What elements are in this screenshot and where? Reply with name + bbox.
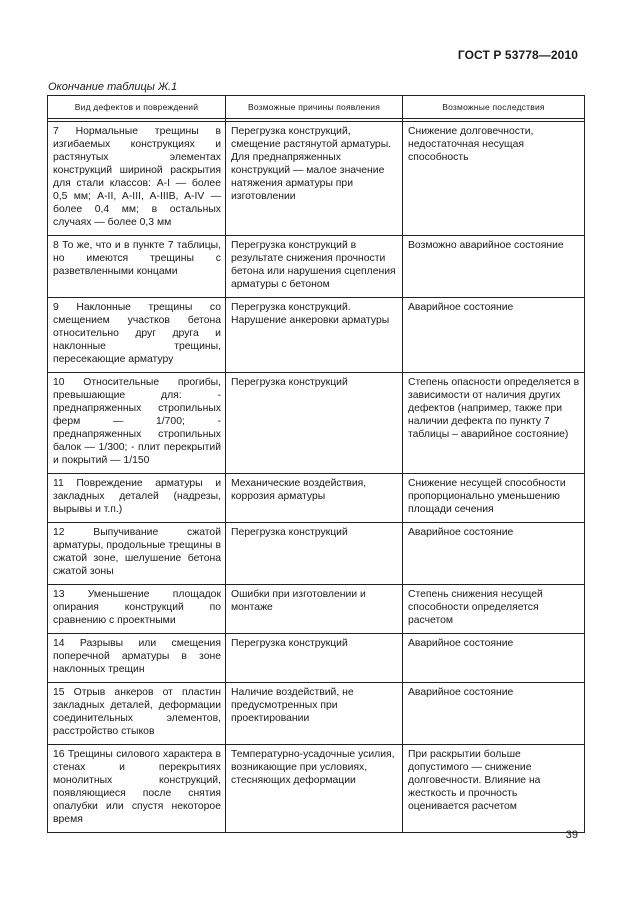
defect-cell: 16 Трещины силового характера в стенах и перекрытиях монолитных конструкций, появляющиеся после снятия опалубки или спустя некоторое время (48, 745, 226, 833)
consequence-cell: Снижение долговечности, недостаточная несущая способность (403, 122, 585, 236)
column-header-cause: Возможные причины появления (226, 96, 403, 119)
consequence-cell: Снижение несущей способности пропорционально уменьшению площади сечения (403, 474, 585, 523)
defect-cell: 10 Относительные прогибы, превышающие для: - преднапряженных стропильных ферм — 1/700; - преднапряженных стропильных балок — 1/300; - плит перекрытий и покрытий — 1/150 (48, 373, 226, 474)
document-header: ГОСТ Р 53778—2010 (457, 48, 578, 62)
defect-cell: 8 То же, что и в пункте 7 таблицы, но имеются трещины с разветвленными концами (48, 236, 226, 298)
consequence-cell: Степень опасности определяется в зависимости от наличия других дефектов (например, также при наличии дефекта по пункту 7 таблицы – аварийное состояние) (403, 373, 585, 474)
table-row (48, 236, 585, 298)
cause-cell: Ошибки при изготовлении и монтаже (226, 585, 403, 634)
column-header-defect: Вид дефектов и повреждений (48, 96, 226, 119)
table-row (48, 745, 585, 833)
defect-cell: 13 Уменьшение площадок опирания конструкций по сравнению с проектными (48, 585, 226, 634)
consequence-cell: Степень снижения несущей способности определяется расчетом (403, 585, 585, 634)
table-row (48, 683, 585, 745)
cause-cell: Наличие воздействий, не предусмотренных при проектировании (226, 683, 403, 745)
cause-cell: Перегрузка конструкций, смещение растянутой арматуры. Для преднапряженных конструкций — малое значение натяжения арматуры при изготовлении (226, 122, 403, 236)
cause-cell: Перегрузка конструкций (226, 523, 403, 585)
table-row (48, 474, 585, 523)
page-number: 39 (565, 829, 578, 841)
defect-cell: 12 Выпучивание сжатой арматуры, продольные трещины в сжатой зоне, шелушение бетона сжатой зоны (48, 523, 226, 585)
consequence-cell: Аварийное состояние (403, 683, 585, 745)
table-row (48, 122, 585, 236)
table-header (48, 96, 585, 119)
consequence-cell: Аварийное состояние (403, 298, 585, 373)
consequence-cell: При раскрытии больше допустимого — снижение долговечности. Влияние на жесткость и прочность оценивается расчетом (403, 745, 585, 833)
defect-cell: 9 Наклонные трещины со смещением участков бетона относительно друг друга и наклонные трещины, пересекающие арматуру (48, 298, 226, 373)
defect-cell: 7 Нормальные трещины в изгибаемых конструкциях и растянутых элементах конструкций шириной раскрытия для стали классов: A-I — более 0,5 мм; A-II, A-III, A-IIIB, A-IV — более 0,4 мм; в остальных случаях — более 0,3 мм (48, 122, 226, 236)
defect-cell: 14 Разрывы или смещения поперечной арматуры в зоне наклонных трещин (48, 634, 226, 683)
table-row (48, 298, 585, 373)
header-row (48, 96, 585, 119)
table-row (48, 585, 585, 634)
consequence-cell: Аварийное состояние (403, 523, 585, 585)
table-row (48, 634, 585, 683)
cause-cell: Перегрузка конструкций в результате снижения прочности бетона или нарушения сцепления арматуры с бетоном (226, 236, 403, 298)
cause-cell: Механические воздействия, коррозия арматуры (226, 474, 403, 523)
table-row (48, 523, 585, 585)
table-row (48, 373, 585, 474)
cause-cell: Перегрузка конструкций. Нарушение анкеровки арматуры (226, 298, 403, 373)
table-caption: Окончание таблицы Ж.1 (48, 81, 178, 93)
table-body (48, 119, 585, 833)
defect-cell: 11 Повреждение арматуры и закладных деталей (надрезы, вырывы и т.п.) (48, 474, 226, 523)
defect-cell: 15 Отрыв анкеров от пластин закладных деталей, деформации соединительных элементов, расстройство стыков (48, 683, 226, 745)
consequence-cell: Возможно аварийное состояние (403, 236, 585, 298)
consequence-cell: Аварийное состояние (403, 634, 585, 683)
column-header-consequence: Возможные последствия (403, 96, 585, 119)
cause-cell: Перегрузка конструкций (226, 634, 403, 683)
defects-table (47, 95, 585, 833)
cause-cell: Температурно-усадочные усилия, возникающие при условиях, стесняющих деформации (226, 745, 403, 833)
cause-cell: Перегрузка конструкций (226, 373, 403, 474)
